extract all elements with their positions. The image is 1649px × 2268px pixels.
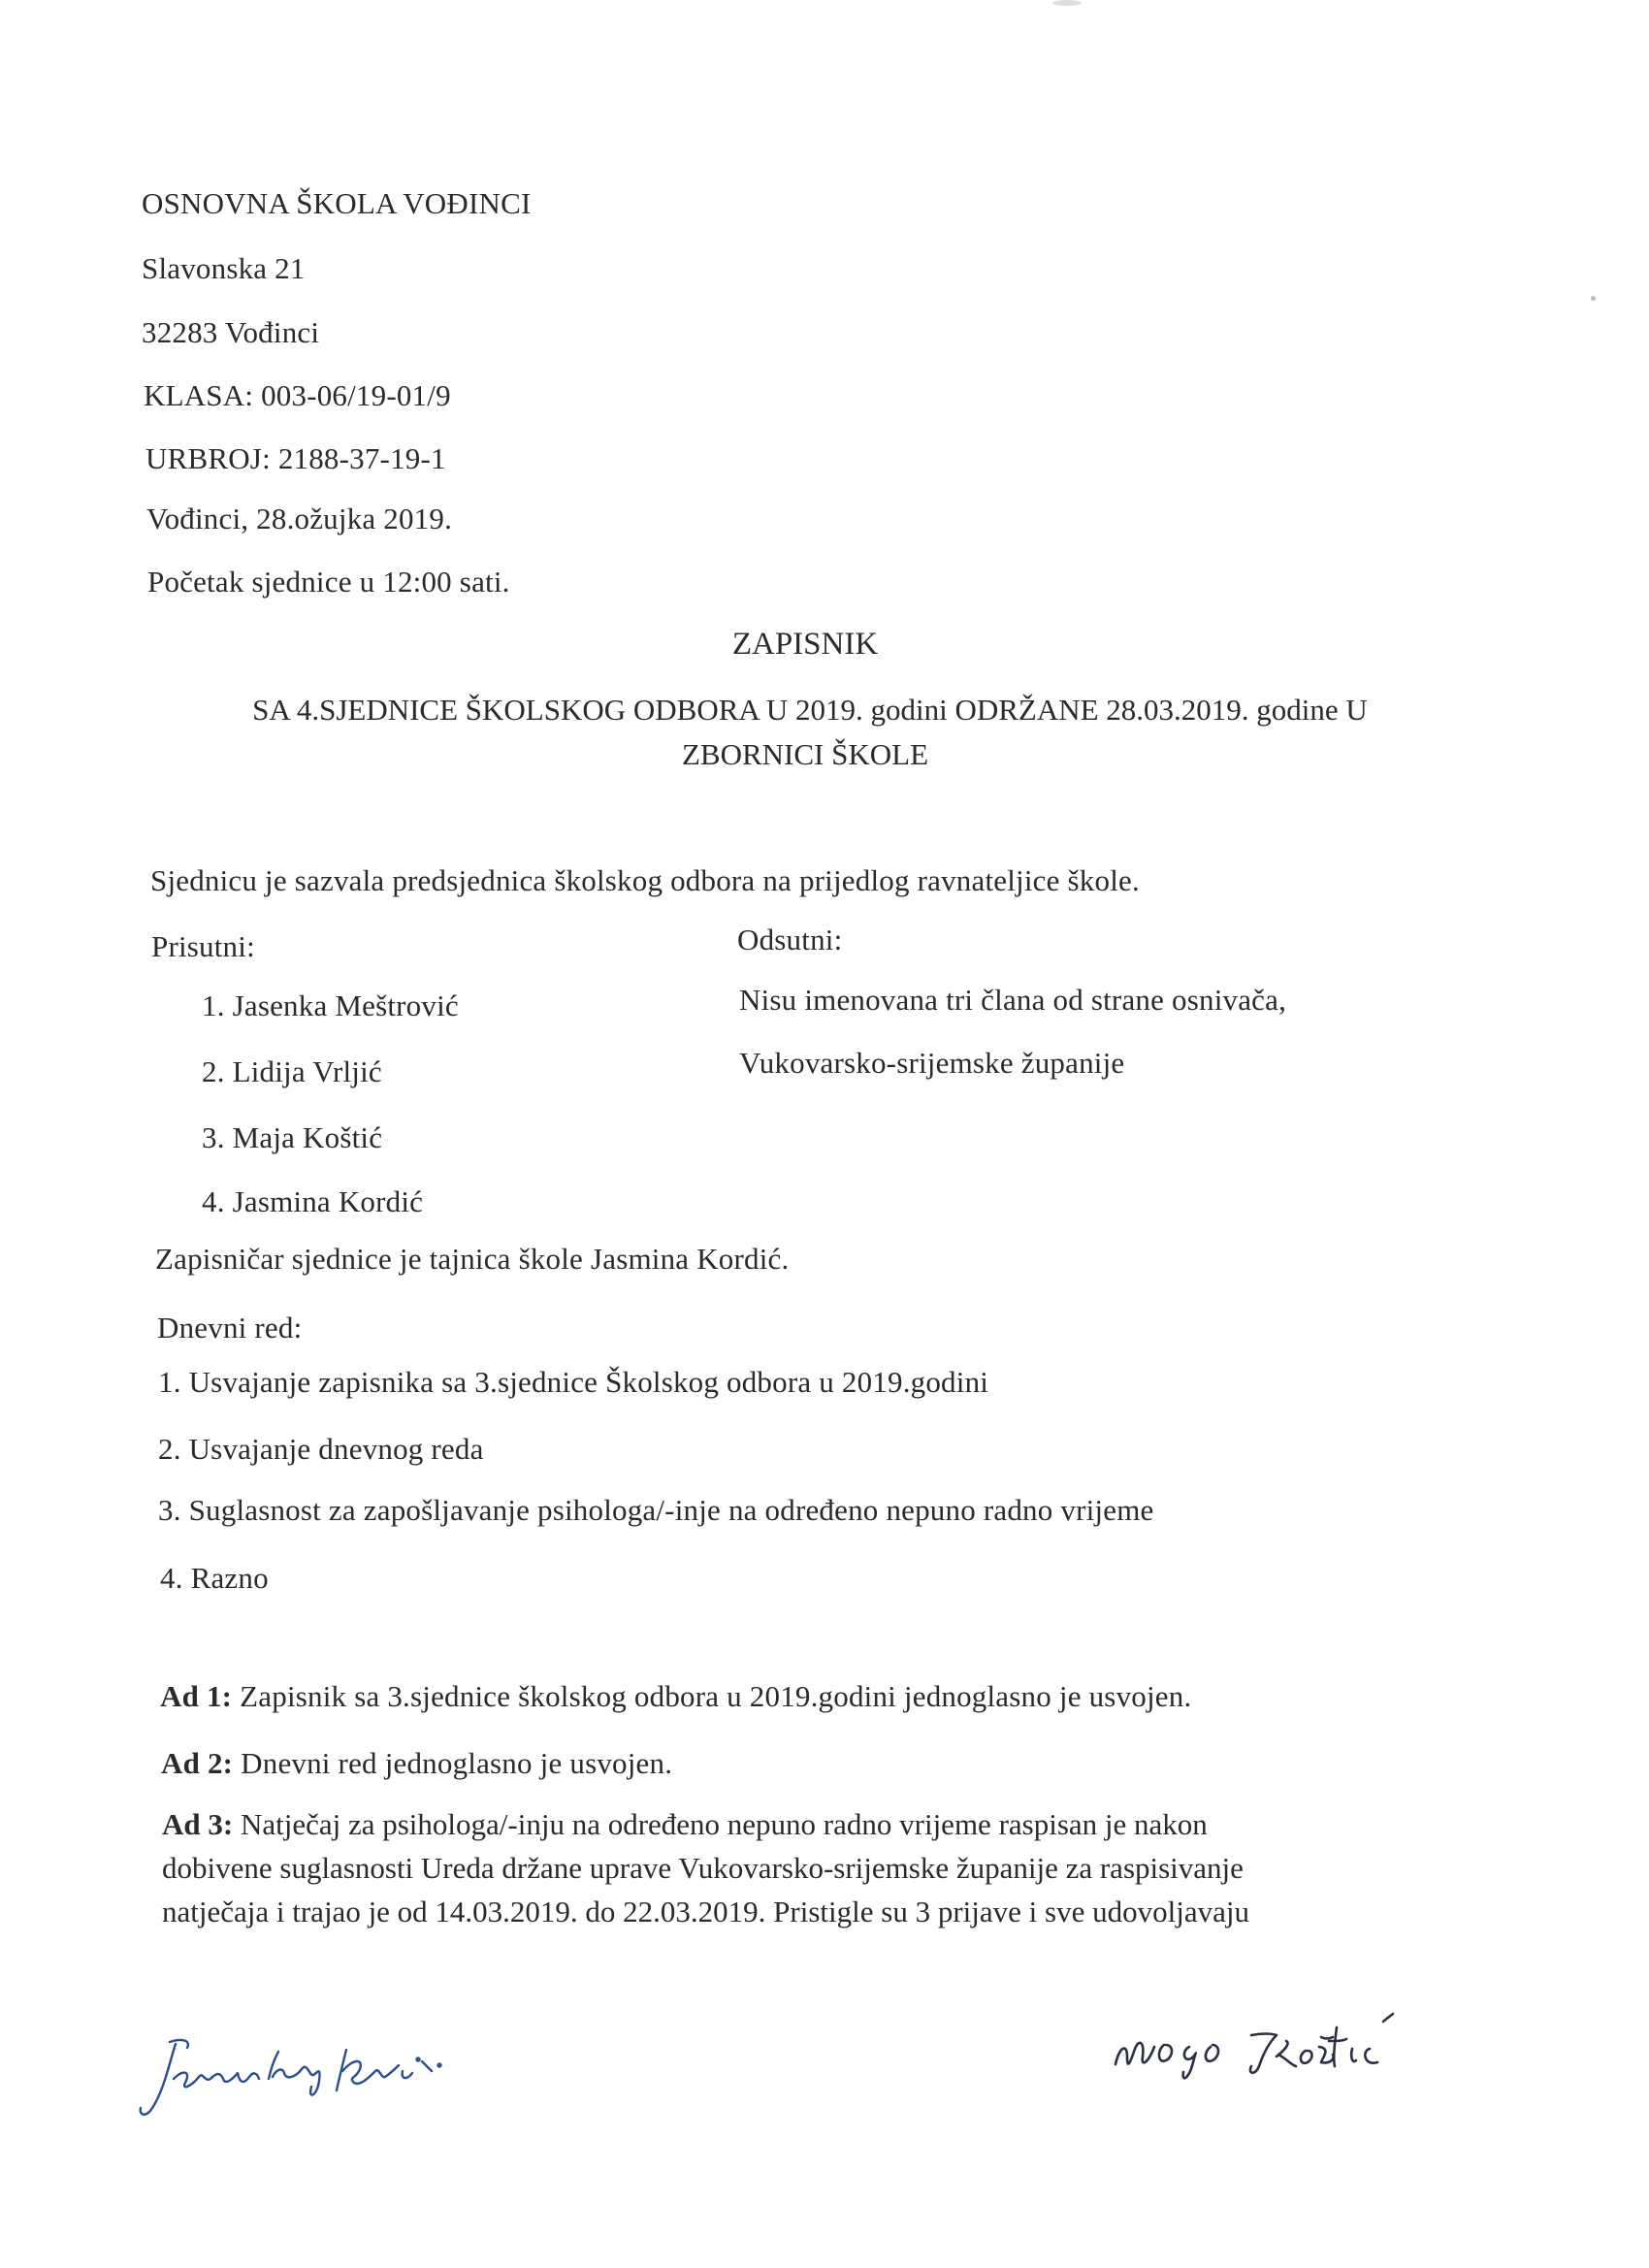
klasa-number: KLASA: 003-06/19-01/9 [144, 378, 451, 412]
ad-1 [160, 1680, 1191, 1713]
school-name: OSNOVNA ŠKOLA VOĐINCI [142, 186, 532, 220]
signature-left [131, 2023, 461, 2134]
document-title: ZAPISNIK [731, 627, 879, 662]
ad-1-label: Ad 1: [160, 1679, 233, 1713]
absent-note: Vukovarsko-srijemske županije [739, 1046, 1125, 1080]
intro-text: Sjednicu je sazvala predsjednica školskog odbora na prijedlog ravnateljice škole. [150, 863, 1140, 897]
ad-3-line: Natječaj za psihologa/-inju na određeno nepuno radno vrijeme raspisan je nakon [233, 1807, 1208, 1841]
title-line-1: SA 4.SJEDNICE ŠKOLSKOG ODBORA U 2019. godini ODRŽANE 28.03.2019. godine U [252, 693, 1368, 727]
document-date: Vođinci, 28.ožujka 2019. [146, 502, 453, 535]
present-member: 2. Lidija Vrljić [202, 1054, 382, 1088]
signature-right [1106, 2008, 1436, 2105]
ad-3-label: Ad 3: [162, 1807, 234, 1841]
recorder-text: Zapisničar sjednice je tajnica škole Jasmina Kordić. [155, 1242, 790, 1276]
agenda-item: 3. Suglasnost za zapošljavanje psihologa/-inje na određeno nepuno radno vrijeme [158, 1493, 1154, 1527]
urbroj-number: URBROJ: 2188-37-19-1 [146, 441, 446, 475]
session-start-time: Početak sjednice u 12:00 sati. [147, 565, 510, 599]
ad-2-text: Dnevni red jednoglasno je usvojen. [233, 1746, 673, 1780]
ad-1-text: Zapisnik sa 3.sjednice školskog odbora u 2019.godini jednoglasno je usvojen. [232, 1679, 1192, 1713]
scan-speck [1591, 296, 1596, 301]
school-postal-city: 32283 Vođinci [142, 315, 320, 349]
agenda-label: Dnevni red: [157, 1311, 303, 1345]
present-member: 1. Jasenka Meštrović [202, 988, 459, 1022]
present-label: Prisutni: [151, 929, 255, 963]
ad-2 [161, 1747, 672, 1780]
ad-3-line: natječaja i trajao je od 14.03.2019. do 22.03.2019. Pristigle su 3 prijave i sve udovoljavaju [162, 1895, 1249, 1928]
agenda-item: 4. Razno [160, 1561, 269, 1595]
absent-note: Nisu imenovana tri člana od strane osnivača, [739, 983, 1287, 1017]
present-member: 3. Maja Koštić [202, 1120, 383, 1154]
school-street: Slavonska 21 [142, 251, 306, 285]
ad-3-line: dobivene suglasnosti Ureda držane uprave Vukovarsko-srijemske županije za raspisivanje [162, 1851, 1244, 1885]
present-member: 4. Jasmina Kordić [202, 1184, 424, 1218]
ad-2-label: Ad 2: [161, 1746, 234, 1780]
absent-label: Odsutni: [737, 923, 843, 956]
ad-3 [162, 1802, 1249, 1933]
agenda-item: 2. Usvajanje dnevnog reda [158, 1432, 484, 1466]
agenda-item: 1. Usvajanje zapisnika sa 3.sjednice Školskog odbora u 2019.godini [158, 1365, 989, 1399]
scan-speck [1052, 0, 1082, 6]
title-line-2: ZBORNICI ŠKOLE [681, 737, 929, 771]
